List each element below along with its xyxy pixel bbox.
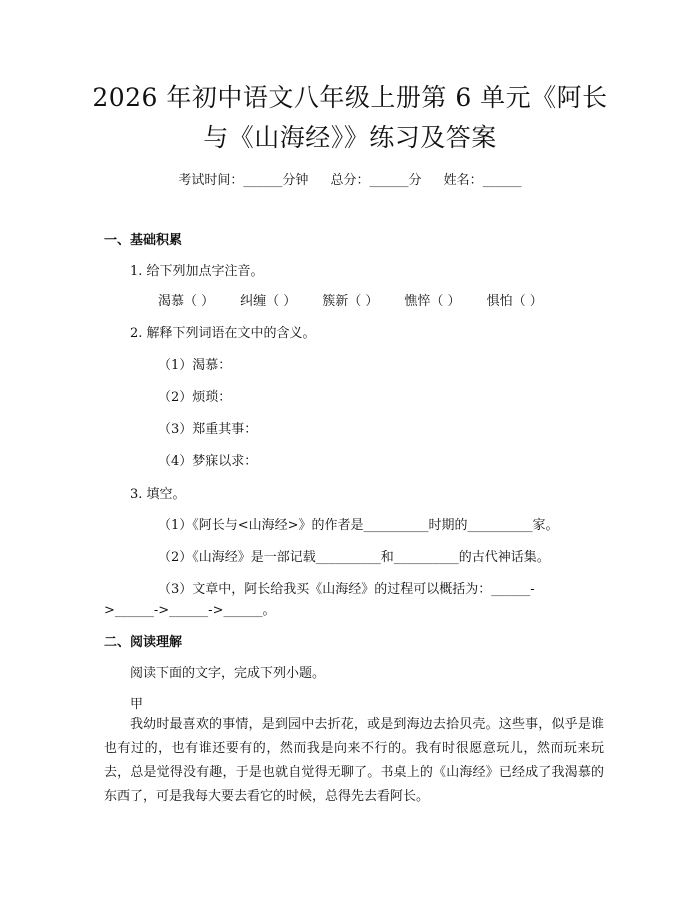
section-heading-basics: 一、基础积累 <box>104 233 183 248</box>
char-item: 憔悴（ ） <box>404 294 461 309</box>
question-2-item: （1）渴慕： <box>158 358 232 373</box>
char-item: 簇新（ ） <box>322 294 379 309</box>
question-3-item-continuation: >______->______->______。 <box>104 603 276 618</box>
question-2-item: （2）烦琐： <box>158 390 232 405</box>
reading-intro: 阅读下面的文字，完成下列小题。 <box>130 666 326 681</box>
question-3-label: 3. 填空。 <box>130 487 186 502</box>
exam-meta <box>0 169 700 188</box>
question-3-item: （1）《阿长与<山海经>》的作者是__________时期的__________家。 <box>158 518 559 533</box>
total-score-field: 总分：______分 <box>330 173 422 188</box>
page-title-line-1: 2026 年初中语文八年级上册第 6 单元《阿长 <box>92 83 608 112</box>
question-3-item: （2）《山海经》是一部记载__________和__________的古代神话集。 <box>158 550 550 565</box>
page-title-line-2: 与《山海经》》练习及答案 <box>203 123 497 152</box>
question-2-item: （4）梦寐以求： <box>158 454 258 469</box>
char-item: 渴慕（ ） <box>158 294 215 309</box>
passage-label: 甲 <box>130 697 144 712</box>
question-2-label: 2. 解释下列词语在文中的含义。 <box>130 326 316 341</box>
char-item: 惧怕（ ） <box>486 294 543 309</box>
reading-passage: 我幼时最喜欢的事情，是到园中去折花，或是到海边去拾贝壳。这些事，似乎是谁也有过的，也有谁还要有的，然而我是向来不行的。我有时很愿意玩儿，然而玩来玩去，总是觉得没有趣，于是也就自觉得无聊了。书桌上的《山海经》已经成了我渴慕的东西了，可是我每大要去看它的时候，总得先去看阿长。 <box>104 717 604 804</box>
question-3-item: （3）文章中，阿长给我买《山海经》的过程可以概括为：______- <box>158 582 535 597</box>
question-1-characters <box>158 292 569 312</box>
char-item: 纠缠（ ） <box>240 294 297 309</box>
question-2-item: （3）郑重其事： <box>158 422 258 437</box>
section-heading-reading: 二、阅读理解 <box>104 635 183 650</box>
question-1-label: 1. 给下列加点字注音。 <box>130 264 264 279</box>
student-name-field: 姓名：______ <box>443 173 522 188</box>
exam-time-field: 考试时间：______分钟 <box>178 173 309 188</box>
